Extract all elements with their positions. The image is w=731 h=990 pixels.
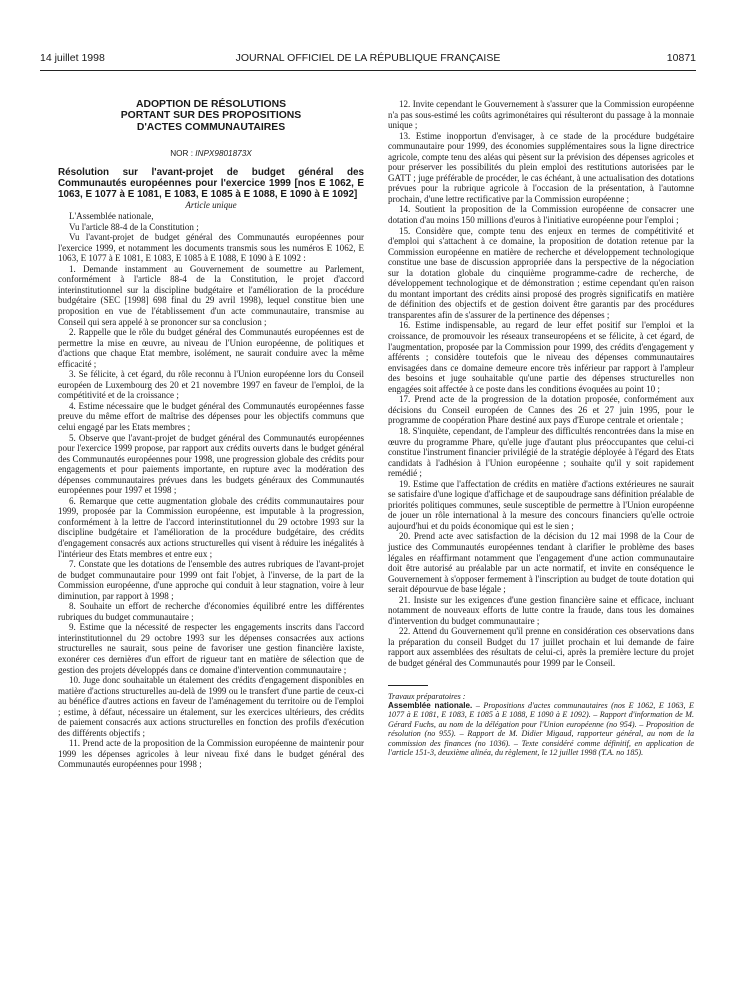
paragraph: 7. Constate que les dotations de l'ensemble des autres rubriques de l'avant-projet de budget communautaire pour 1999 ont fait l'objet, à l'inverse, de la part de la Commission européenne, d'une approche qui conduit à leur stagnation, voire à leur diminution, par rapport à 1998 ;: [58, 559, 364, 601]
paragraph: 13. Estime inopportun d'envisager, à ce stade de la procédure budgétaire communautaire pour 1999, des économies supplémentaires sous la ligne directrice agricole, compte tenu des aléas qui pèsent sur la prévision des dépenses agricoles et pour préserver les possibilités du plein emploi des restitutions autorisées par le GATT ; juge préférable de procéder, le cas échéant, à une actualisation des dotations prévues pour la rubrique agricole à l'occasion de la présentation, à l'automne prochain, d'une lettre rectificative par la Commission européenne ;: [388, 130, 694, 204]
paragraph: Vu l'avant-projet de budget général des Communautés européennes pour l'exercice 1999, et notamment les documents transmis sous les numéros E 1062, E 1063, E 1077 à E 1081, E 1083, E 1085 à E 1088, E 1090 à E 1092 :: [58, 232, 364, 264]
paragraph: 8. Souhaite un effort de recherche d'économies équilibré entre les différentes rubriques du budget communautaire ;: [58, 601, 364, 622]
left-body: [58, 211, 364, 770]
paragraph: 20. Prend acte avec satisfaction de la décision du 12 mai 1998 de la Cour de justice des Communautés européennes tendant à clarifier le problème des bases légales en réaffirmant notamment que l'engagement d'une action communautaire doit être autorisé au préalable par un acte normatif, et invite en conséquence le Gouvernement à s'opposer fermement à l'inscription au budget de toute dotation qui serait dépourvue de base légale ;: [388, 531, 694, 595]
section-heading-line: D'ACTES COMMUNAUTAIRES: [136, 121, 286, 133]
notes-assembly-label: Assemblée nationale.: [388, 700, 473, 710]
paragraph: 6. Remarque que cette augmentation globale des crédits communautaires pour 1999, proposée par la Commission européenne, est imputable à la progression, conformément à la lettre de l'accord interinstitutionnel du 29 octobre 1993 sur la discipline budgétaire et l'amélioration de la procédure budgétaire, des crédits d'engagement consacrés aux actions structurelles qui visent à réduire les inégalités à l'intérieur des Etats membres et entre eux ;: [58, 495, 364, 559]
paragraph: 9. Estime que la nécessité de respecter les engagements inscrits dans l'accord interinstitutionnel du 29 octobre 1993 sur les dépenses consacrées aux actions structurelles ne saurait, sous peine de favoriser une gestion financière laxiste, exonérer ces dernières d'un effort de rigueur tant en matière de sélection que de gestion des projets développés dans ce domaine d'intervention communautaire ;: [58, 622, 364, 675]
preparatory-notes: [388, 692, 694, 758]
paragraph: 18. S'inquiète, cependant, de l'ampleur des difficultés rencontrées dans la mise en œuvre du programme Phare, qu'elle juge d'autant plus préoccupantes que celui-ci constitue l'instrument financier privilégié de la stratégie déployée à l'égard des Etats candidats à l'adhésion à l'Union européenne ; souhaite qu'il y soit rapidement remédié ;: [388, 425, 694, 479]
paragraph: Vu l'article 88-4 de la Constitution ;: [69, 221, 199, 232]
paragraph: 4. Estime nécessaire que le budget général des Communautés européennes fasse preuve du même effort de maîtrise des dépenses pour les objectifs communs que celui engagé par les Etats membres ;: [58, 400, 364, 432]
section-heading: [58, 99, 364, 133]
paragraph: 3. Se félicite, à cet égard, du rôle reconnu à l'Union européenne lors du Conseil européen de Luxembourg des 20 et 21 novembre 1997 en faveur de l'emploi, de la compétitivité et de la croissance ;: [58, 369, 364, 401]
header-journal-title: JOURNAL OFFICIEL DE LA RÉPUBLIQUE FRANÇAISE: [235, 52, 501, 64]
paragraph: 10. Juge donc souhaitable un étalement des crédits d'engagement disponibles en matière d'actions structurelles au-delà de 1999 ou le transfert d'une partie de ceux-ci au bénéfice d'autres actions en faveur de l'aménagement du territoire ou de l'emploi ; estime, à défaut, nécessaire un étalement, sur les exercices ultérieurs, des crédits de paiement consacrés aux actions structurelles en fonction des profils d'exécution des différents objectifs ;: [58, 675, 364, 738]
paragraph: 2. Rappelle que le rôle du budget général des Communautés européennes est de permettre la mise en œuvre, au niveau de l'Union européenne, de politiques et d'actions que chaque Etat membre, isolément, ne saurait conduire avec la même efficacité ;: [58, 327, 364, 369]
article-heading: Article unique: [185, 200, 237, 211]
header-page-number: 10871: [666, 52, 696, 64]
paragraph: 15. Considère que, compte tenu des enjeux en termes de compétitivité et d'emploi qui s'attachent à ce domaine, la proposition de dotation retenue par la Commission européenne en matière de recherche et développement technologique constitue une base de discussion appropriée dans la perspective de la négociation sur la dotation globale du cinquième programme-cadre de recherche, de développement technologique et de démonstration ; estime cependant qu'en raison du montant important des crédits ainsi proposé des progrès significatifs en matière de définition des objectifs et de gestion doivent être garantis par des procédures transparentes afin de s'assurer de la pertinence des dépenses ;: [388, 225, 694, 320]
notes-divider: [388, 685, 428, 686]
paragraph: 17. Prend acte de la progression de la dotation proposée, conformément aux décisions du Conseil européen de Cannes des 26 et 27 juin 1995, pour le programme de coopération Phare destiné aux pays d'Europe centrale et orientale ;: [388, 394, 694, 426]
right-body: [388, 99, 694, 669]
section-heading-line: ADOPTION DE RÉSOLUTIONS: [135, 99, 287, 110]
nor-label: NOR :: [170, 149, 193, 159]
paragraph: 14. Soutient la proposition de la Commission européenne de consacrer une dotation d'au moins 150 millions d'euros à l'initiative européenne pour l'emploi ;: [388, 204, 694, 226]
paragraph: 12. Invite cependant le Gouvernement à s'assurer que la Commission européenne n'a pas sous-estimé les coûts agrimonétaires qui résulteront du passage à la monnaie unique ;: [388, 99, 694, 131]
paragraph: 19. Estime que l'affectation de crédits en matière d'actions extérieures ne saurait se satisfaire d'une logique d'affichage et de saupoudrage sans définition préalable de priorités politiques communes, seule susceptible de permettre à l'Union européenne de jouer un rôle international à la mesure des concours financiers qu'elle octroie aujourd'hui et du poids économique qui est le sien ;: [388, 478, 694, 531]
page-header: [40, 52, 696, 71]
paragraph: 11. Prend acte de la proposition de la Commission européenne de maintenir pour 1999 les dépenses agricoles à leur niveau fixé dans le budget général des Communautés européennes pour 1998 ;: [58, 738, 364, 770]
paragraph: 16. Estime indispensable, au regard de leur effet positif sur l'emploi et la croissance, de promouvoir les réseaux transeuropéens et se félicite, à cet égard, de l'augmentation, proposée par la Commission pour 1999, des crédits d'engagement y afférents ; considère toutefois que le niveau des dépenses communautaires envisagées dans ce domaine demeure encore très inférieur par rapport à l'ampleur des besoins et juge souhaitable qu'une partie des dépenses structurelles non engagées soit affectée à ce poste dans les conditions évoquées au point 10 ;: [388, 320, 694, 394]
header-date: 14 juillet 1998: [40, 52, 105, 64]
resolution-title: Résolution sur l'avant-projet de budget général des Communautés européennes pour l'exercice 1999 [nos E 1062, E 1063, E 1077 à E 1081, E 1083, E 1085 à E 1088, E 1090 à E 1092]: [58, 166, 364, 200]
notes-text: [388, 701, 694, 757]
paragraph: 21. Insiste sur les exigences d'une gestion financière saine et efficace, incluant notamment de nouveaux efforts de lutte contre la fraude, dans tous les domaines d'intervention du budget communautaire ;: [388, 594, 694, 626]
nor-reference: [58, 149, 364, 160]
paragraph: L'Assemblée nationale,: [69, 211, 154, 222]
paragraph: 1. Demande instamment au Gouvernement de soumettre au Parlement, conformément à l'article 88-4 de la Constitution, le projet d'accord interinstitutionnel sur la discipline budgétaire et l'amélioration de la procédure budgétaire (SEC [1998] 698 final du 29 avril 1998), lequel constitue bien une proposition en vue de l'établissement d'un acte communautaire, transmise au Conseil qui sera appelé à se prononcer sur sa conclusion ;: [58, 263, 364, 327]
paragraph: 5. Observe que l'avant-projet de budget général des Communautés européennes pour l'exercice 1999 propose, par rapport aux crédits ouverts dans le budget général des Communautés européennes pour 1998, une progression globale des crédits pour engagements et pour paiements importante, en rupture avec la modération des dépenses communautaires prévues dans les budgets généraux des Communautés européennes pour 1997 et 1998 ;: [58, 432, 364, 496]
paragraph: 22. Attend du Gouvernement qu'il prenne en considération ces observations dans la préparation du conseil Budget du 17 juillet prochain et lui demande de faire rapport aux assemblées des résultats de celui-ci, après la première lecture du projet de budget général des Communautés pour 1999 par le Conseil.: [388, 626, 694, 668]
section-heading-line: PORTANT SUR DES PROPOSITIONS: [120, 110, 302, 122]
nor-value: INPX9801873X: [195, 149, 252, 159]
notes-heading: Travaux préparatoires :: [388, 691, 466, 701]
left-column: [58, 99, 364, 770]
right-column: [388, 99, 694, 757]
notes-body: – Propositions d'actes communautaires (nos E 1062, E 1063, E 1077 à E 1081, E 1083, E 1085 à E 1088, E 1090 à E 1092). – Rapport d'information de M. Gérard Fuchs, au nom de la délégation pour l'Union européenne (no 954). – Proposition de résolution (no 955). – Rapport de M. Didier Migaud, rapporteur général, au nom de la commission des finances (no 1036). – Texte considéré comme définitif, en application de l'article 151-3, deuxième alinéa, du règlement, le 12 juillet 1998 (T.A. no 185).: [388, 700, 694, 757]
